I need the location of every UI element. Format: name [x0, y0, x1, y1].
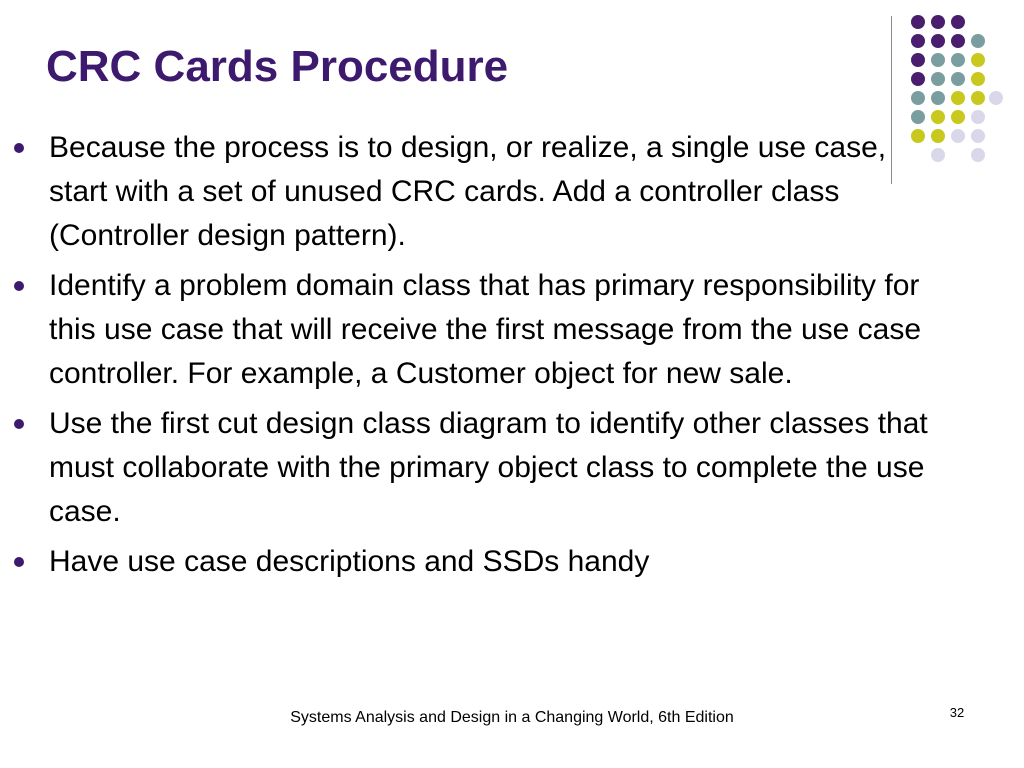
bullet-text: Have use case descriptions and SSDs handy — [49, 545, 650, 578]
bullet-text: Use the first cut design class diagram to identify other classes that must collaborate with the primary object class to complete the use case. — [49, 407, 928, 528]
decorative-dot — [931, 72, 945, 86]
decorative-dot — [971, 148, 985, 162]
decorative-dot — [911, 53, 925, 67]
decorative-dot — [971, 34, 985, 48]
decorative-dot — [971, 129, 985, 143]
bullet-list — [14, 126, 944, 590]
decorative-dot — [931, 34, 945, 48]
decorative-dot — [911, 110, 925, 124]
decorative-dot — [951, 34, 965, 48]
decorative-dot — [931, 110, 945, 124]
bullet-item — [14, 402, 944, 534]
bullet-text: Because the process is to design, or realize, a single use case, start with a set of unused CRC cards. Add a controller class (Controller design pattern). — [49, 131, 887, 252]
bullet-item — [14, 264, 944, 396]
decorative-dot — [911, 15, 925, 29]
decorative-dot — [971, 91, 985, 105]
decorative-dot — [951, 91, 965, 105]
decorative-dot — [951, 53, 965, 67]
decorative-dot — [911, 72, 925, 86]
decorative-dot — [951, 72, 965, 86]
decorative-dot — [951, 15, 965, 29]
decorative-dot — [911, 34, 925, 48]
footer-text: Systems Analysis and Design in a Changing World, 6th Edition — [290, 709, 734, 726]
bullet-text: Identify a problem domain class that has primary responsibility for this use case that will receive the first message from the use case controller. For example, a Customer object for new sale. — [49, 269, 922, 390]
decorative-dot — [931, 53, 945, 67]
decorative-dot — [951, 110, 965, 124]
bullet-icon — [14, 143, 24, 153]
decorative-dot — [911, 91, 925, 105]
decorative-dot — [951, 129, 965, 143]
decorative-dot — [931, 91, 945, 105]
slide-title: CRC Cards Procedure — [46, 42, 509, 91]
decorative-dot — [931, 15, 945, 29]
page-number: 32 — [949, 705, 965, 720]
bullet-icon — [14, 419, 24, 429]
decorative-dot — [971, 53, 985, 67]
decorative-dot — [971, 110, 985, 124]
bullet-icon — [14, 281, 24, 291]
decorative-dot — [971, 72, 985, 86]
bullet-item — [14, 126, 944, 258]
footer — [0, 706, 1024, 730]
bullet-icon — [14, 557, 24, 567]
bullet-item — [14, 540, 944, 584]
decorative-dot — [989, 91, 1003, 105]
